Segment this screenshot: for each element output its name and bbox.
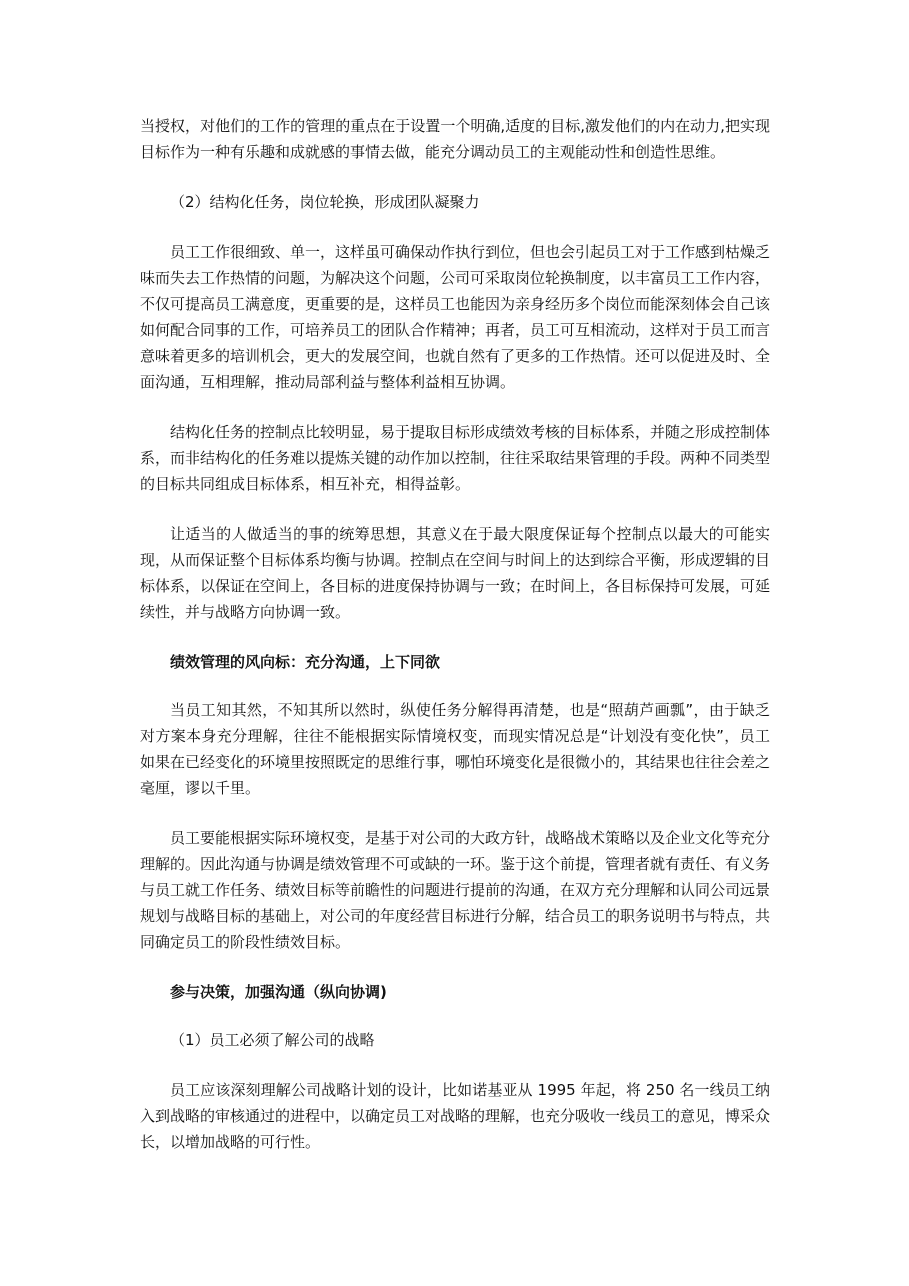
subheading-strategy: （1）员工必须了解公司的战略 <box>170 1031 375 1049</box>
paragraph-job-rotation: 员工工作很细致、单一，这样虽可确保动作执行到位，但也会引起员工对于工作感到枯燥乏味而失去工作热情的问题，为解决这个问题，公司可采取岗位轮换制度，以丰富员工工作内容，不仅可提高员工满意度，更重要的是，这样员工也能因为亲身经历多个岗位而能深刻体会自己该如何配合同事的工作，可培养员工的团队合作精神；再者，员工可互相流动，这样对于员工而言意味着更多的培训机会，更大的发展空间，也就自然有了更多的工作热情。还可以促进及时、全面沟通，互相理解，推动局部利益与整体利益相互协调。 <box>140 243 771 391</box>
paragraph-nokia-example: 员工应该深刻理解公司战略计划的设计，比如诺基亚从 1995 年起，将 250 名一线员工纳入到战略的审核通过的进程中，以确定员工对战略的理解，也充分吸收一线员工的意见，博采众长，以增加战略的可行性。 <box>140 1081 771 1151</box>
paragraph-empowerment-continued: 当授权，对他们的工作的管理的重点在于设置一个明确,适度的目标,激发他们的内在动力,把实现目标作为一种有乐趣和成就感的事情去做，能充分调动员工的主观能动性和创造性思维。 <box>140 117 770 161</box>
heading-performance-communication: 绩效管理的风向标：充分沟通，上下同欲 <box>170 653 441 671</box>
subheading-structured-tasks: （2）结构化任务，岗位轮换，形成团队凝聚力 <box>170 193 480 211</box>
paragraph-control-points: 结构化任务的控制点比较明显，易于提取目标形成绩效考核的目标体系，并随之形成控制体系，而非结构化的任务难以提炼关键的动作加以控制，往往采取结果管理的手段。两种不同类型的目标共同组成目标体系，相互补充，相得益彰。 <box>140 423 771 493</box>
heading-participation: 参与决策，加强沟通（纵向协调) <box>170 983 387 1001</box>
paragraph-understanding: 当员工知其然，不知其所以然时，纵使任务分解得再清楚，也是“照葫芦画瓢”，由于缺乏对方案本身充分理解，往往不能根据实际情境权变，而现实情况总是“计划没有变化快”，员工如果在已经变化的环境里按照既定的思维行事，哪怕环境变化是很微小的，其结果也往往会差之毫厘，谬以千里。 <box>140 701 771 797</box>
paragraph-coordination: 让适当的人做适当的事的统筹思想，其意义在于最大限度保证每个控制点以最大的可能实现，从而保证整个目标体系均衡与协调。控制点在空间与时间上的达到综合平衡，形成逻辑的目标体系，以保证在空间上，各目标的进度保持协调与一致；在时间上，各目标保持可发展，可延续性，并与战略方向协调一致。 <box>140 525 771 621</box>
document-body <box>140 113 770 1179</box>
paragraph-communication-goals: 员工要能根据实际环境权变，是基于对公司的大政方针，战略战术策略以及企业文化等充分理解的。因此沟通与协调是绩效管理不可或缺的一环。鉴于这个前提，管理者就有责任、有义务与员工就工作任务、绩效目标等前瞻性的问题进行提前的沟通，在双方充分理解和认同公司远景规划与战略目标的基础上，对公司的年度经营目标进行分解，结合员工的职务说明书与特点，共同确定员工的阶段性绩效目标。 <box>140 829 771 951</box>
